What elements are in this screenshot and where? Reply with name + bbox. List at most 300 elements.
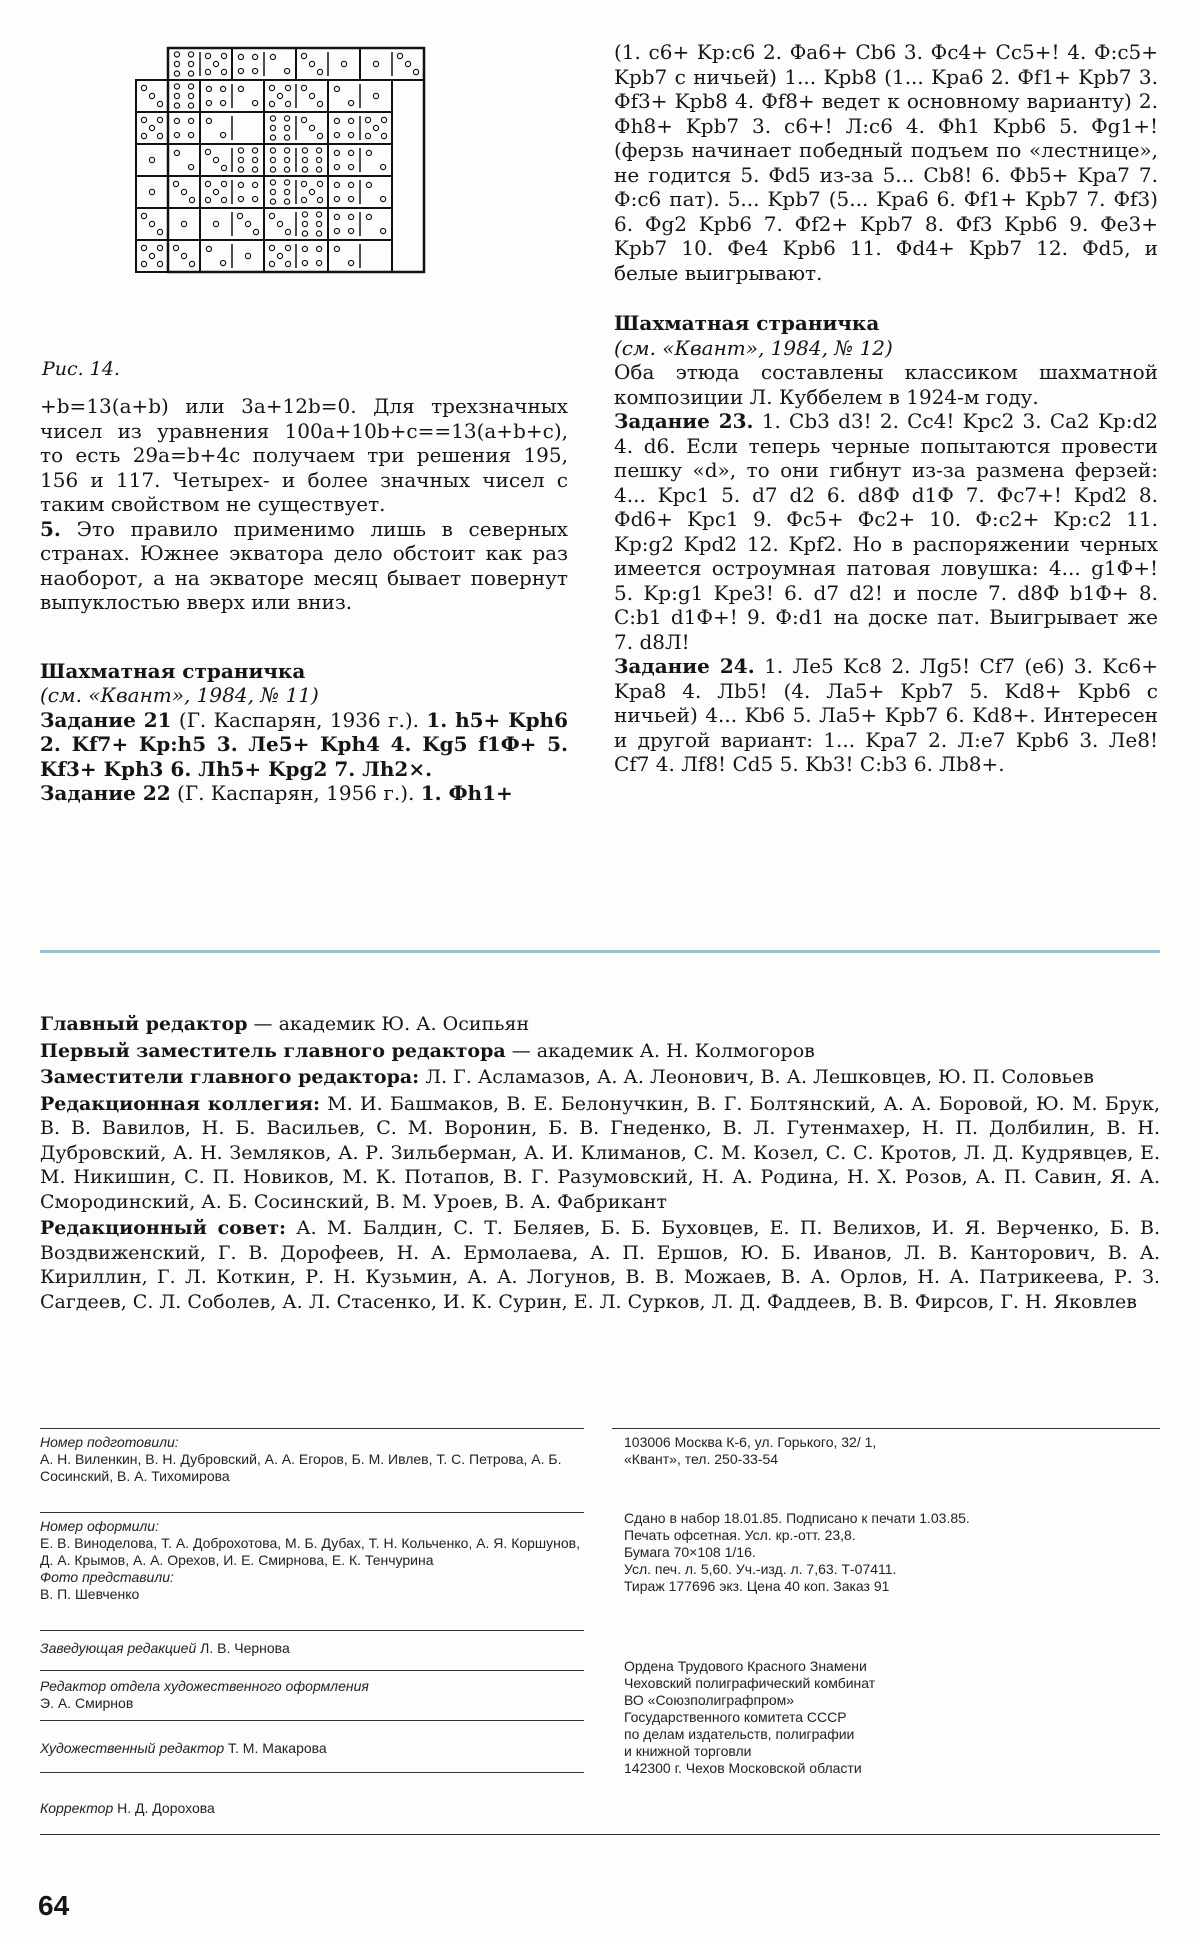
plant-line-6: и книжной торговли [624,1743,752,1759]
domino-pip [270,167,275,172]
domino-pip [285,261,290,266]
domino-pip [252,182,257,187]
domino-pip [380,164,385,169]
art-editor-label: Художественный редактор [40,1740,225,1756]
left-column [40,394,568,806]
domino-pip [253,229,258,234]
chess-ref-left: (см. «Квант», 1984, № 11) [40,683,319,707]
domino-pip [173,245,178,250]
domino-pip [302,167,307,172]
task-24-label: Задание 24. [614,654,755,678]
domino-tile [328,144,392,176]
domino-pip [316,148,321,153]
domino-pip [381,117,386,122]
domino-tile [200,176,264,208]
editorial-council [40,1216,1160,1314]
domino-pip [285,245,290,250]
domino-pip [284,116,289,121]
domino-pip [238,68,243,73]
domino-tile [360,48,424,80]
domino-pip [149,189,154,194]
plant-line-3: ВО «Союзполиграфпром» [624,1692,795,1708]
domino-pip [270,116,275,121]
domino-pip [309,125,314,130]
domino-pip [206,86,211,91]
domino-pip [157,261,162,266]
domino-pip [174,118,179,123]
domino-pip [188,71,193,76]
domino-pip [348,150,353,155]
figure-caption: Рис. 14. [42,358,120,380]
domino-pip [141,245,146,250]
plant-line-1: Ордена Трудового Красного Знамени [624,1658,867,1674]
domino-pip [405,61,410,66]
domino-pip [302,221,307,226]
domino-pip [173,181,178,186]
domino-tile [200,144,264,176]
domino-tile [264,80,328,112]
prepared-value: А. Н. Виленкин, В. Н. Дубровский, А. А. Егоров, Б. М. Ивлев, Т. С. Петрова, А. Б. Сосинский, В. А. Тихомирова [40,1451,562,1484]
domino-pip [317,101,322,106]
domino-pip [221,53,226,58]
imprint-top-line-right [612,1428,1160,1429]
imprint-designed [40,1518,580,1603]
domino-pip [366,214,371,219]
domino-pip [270,54,275,59]
domino-pip [348,260,353,265]
print-line-3: Бумага 70×108 1/16. [624,1544,756,1560]
art-editor-value: Т. М. Макарова [228,1740,327,1756]
domino-pip [317,133,322,138]
domino-pip [277,93,282,98]
domino-pip [206,118,211,123]
domino-pip [277,253,282,258]
domino-pip [348,164,353,169]
domino-pip [284,180,289,185]
domino-pip [213,61,218,66]
section-divider [40,950,1160,953]
domino-pip [157,229,162,234]
domino-pip [157,117,162,122]
domino-pip [373,61,378,66]
chess-intro: Оба этюда составлены классиком шахматной композиции Л. Куббелем в 1924-м году. [614,360,1158,409]
domino-tile [200,240,264,272]
print-line-2: Печать офсетная. Усл. кр.-отт. 23,8. [624,1527,856,1543]
domino-pip [238,148,243,153]
task-24-text: 1. Ле5 Kc8 2. Лg5! Cf7 (e6) 3. Kc6+ Kpa8 4. Лb5! (4. Лa5+ Kpb7 5. Kd8+ Kpb6 с ничьей) 4... Kb6 5. Лa5+ Kpb7 6. Kd8+. Интересен и другой вариант: 1... Kpa7 2. Л:e7 Kpb6 3. Ле8! Cf7 4. Лf8! Cd5 5. Kb3! C:b3 6. Лb8+. [614,654,1158,776]
domino-pip [270,189,275,194]
task-22-label: Задание 22 [40,781,171,805]
domino-tile [136,240,200,272]
imprint-sep-4 [40,1720,584,1721]
council-value: А. М. Балдин, С. Т. Беляев, Б. Б. Буховцев, Е. П. Велихов, И. Я. Верченко, Б. В. Воздвиженский, Г. В. Дорофеев, Н. А. Ермолаева, А. П. Ершов, Ю. Б. Иванов, Л. В. Канторович, В. А. Кириллин, Г. Л. Коткин, Р. Н. Кузьмин, А. А. Логунов, В. В. Можаев, В. А. Орлов, Н. А. Патрикеева, Р. З. Сагдеев, С. Л. Соболев, А. Л. Стасенко, И. К. Сурин, Е. Л. Сурков, Л. Д. Фаддеев, В. В. Фирсов, Г. Н. Яковлев [40,1217,1160,1313]
domino-pip [334,150,339,155]
domino-pip [238,196,243,201]
imprint-art-editor [40,1740,327,1757]
head-label: Заведующая редакцией [40,1640,197,1656]
task-23-label: Задание 23. [614,409,754,433]
domino-pip [174,61,179,66]
domino-pip [252,196,257,201]
domino-tile [264,240,328,272]
domino-pip [284,167,289,172]
domino-pip [284,125,289,130]
domino-pip [220,260,225,265]
imprint-address [624,1434,876,1468]
domino-pip [237,213,242,218]
domino-tile [136,144,200,176]
domino-pip [316,231,321,236]
domino-pip [348,182,353,187]
domino-pip [284,68,289,73]
photo-label: Фото представили: [40,1569,174,1585]
designed-value: Е. В. Виноделова, Т. А. Доброхотова, М. Б. Дубах, Т. Н. Кольченко, А. Я. Коршунов, Д. А. Крымов, А. А. Орехов, И. Е. Смирнова, Е. К. Тенчурина [40,1535,580,1568]
domino-pip [205,181,210,186]
designed-label: Номер оформили: [40,1518,159,1534]
domino-pip [252,68,257,73]
domino-pip [269,85,274,90]
domino-pip [334,182,339,187]
domino-pip [317,181,322,186]
domino-pip [174,150,179,155]
domino-pip [238,182,243,187]
domino-pip [301,85,306,90]
domino-pip [317,69,322,74]
editorial-board [40,1012,1160,1316]
print-line-4: Усл. печ. л. 5,60. Уч.-изд. л. 7,63. Т-07411. [624,1561,897,1577]
domino-pip [220,132,225,137]
answer-5-number: 5. [40,516,61,541]
task-23-text: 1. Cb3 d3! 2. Cc4! Kpc2 3. Ca2 Kp:d2 4. d6. Если теперь черные попытаются провести пешку «d», то они гибнут из-за размена ферзей: 4... Kpc1 5. d7 d2 6. d8Ф d1Ф 7. Фc7+! Kpd2 8. Фd6+ Kpc1 9. Фc5+ Фc2+ 10. Ф:c2+ Kp:c2 11. Kp:g2 Kpd2 12. Kpf2. Но в распоряжении черных имеется остроумная патовая ловушка: 4... g1Ф+! 5. Kp:g1 Kpe3! 6. d7 d2! и после 7. d8Ф b1Ф+ 8. C:b1 d1Ф+! 9. Ф:d1 на доске пат. Выигрывает же 7. d8Л! [614,409,1158,654]
domino-tile [168,48,232,80]
domino-pip [188,52,193,57]
domino-pip [157,245,162,250]
domino-tile [136,176,200,208]
domino-pip [334,118,339,123]
domino-pip [316,212,321,217]
head-value: Л. В. Чернова [200,1640,290,1656]
domino-tile [264,208,328,240]
first-deputy-value: — академик А. Н. Колмогоров [511,1039,815,1062]
domino-pip [188,103,193,108]
domino-pip [285,85,290,90]
editorial-board-members [40,1092,1160,1215]
board-label: Редакционная коллегия: [40,1092,320,1115]
domino-tile [328,176,392,208]
domino-pip [149,253,154,258]
domino-pip [189,197,194,202]
domino-pip [213,157,218,162]
domino-pip [365,133,370,138]
deputies [40,1065,1160,1090]
photo-value: В. П. Шевченко [40,1586,140,1602]
domino-grid [130,42,470,342]
domino-pip [302,231,307,236]
domino-pip [348,214,353,219]
address-line-2: «Квант», тел. 250-33-54 [624,1451,779,1467]
domino-pip [348,100,353,105]
domino-pip [205,197,210,202]
imprint-art-dept [40,1678,369,1712]
domino-pip [366,150,371,155]
first-deputy [40,1039,1160,1064]
domino-pip [149,125,154,130]
domino-pip [157,101,162,106]
domino-pip [316,260,321,265]
domino-tile [264,176,328,208]
domino-pip [252,148,257,153]
domino-pip [174,132,179,137]
domino-tile [328,208,392,240]
task-21 [40,708,568,782]
answer-5 [40,517,568,615]
plant-line-7: 142300 г. Чехов Московской области [624,1760,862,1776]
imprint-print-info [624,1510,970,1595]
domino-pip [205,149,210,154]
domino-pip [238,167,243,172]
domino-pip [188,61,193,66]
domino-pip [270,199,275,204]
domino-pip [221,197,226,202]
domino-pip [334,132,339,137]
domino-pip [301,181,306,186]
domino-pip [277,221,282,226]
domino-pip [348,228,353,233]
imprint-sep-5 [40,1772,584,1773]
domino-pip [334,246,339,251]
page-number: 64 [38,1890,70,1921]
chess-heading-left: Шахматная страничка [40,658,306,683]
task-21-author: (Г. Каспарян, 1936 г.). [178,707,420,732]
domino-pip [238,54,243,59]
domino-pip [284,135,289,140]
domino-pip [309,61,314,66]
domino-pip [269,101,274,106]
deputies-value: Л. Г. Асламазов, А. А. Леонович, В. А. Лешковцев, Ю. П. Соловьев [425,1066,1094,1088]
domino-pip [181,221,186,226]
domino-tile [328,240,392,272]
domino-pip [284,199,289,204]
task-22-moves: 1. Фh1+ [420,781,513,805]
domino-figure [130,42,470,342]
domino-pip [316,221,321,226]
domino-pip [252,54,257,59]
domino-pip [213,189,218,194]
domino-pip [174,71,179,76]
domino-pip [141,261,146,266]
domino-tile [200,208,264,240]
domino-pip [269,245,274,250]
board-value: М. И. Башмаков, В. Е. Белонучкин, В. Г. Болтянский, А. А. Боровой, Ю. М. Брук, В. В. Вавилов, Н. Б. Васильев, С. М. Воронин, Б. В. Гнеденко, В. Л. Гутенмахер, Н. П. Долбилин, В. Н. Дубровский, А. Н. Земляков, А. Р. Зильберман, А. И. Климанов, С. М. Козел, С. С. Кротов, Л. Д. Кудрявцев, Е. М. Никишин, С. П. Новиков, М. К. Потапов, В. Г. Разумовский, Н. А. Родина, Н. Х. Розов, А. П. Савин, Я. А. Смородинский, А. Б. Сосинский, В. М. Уроев, В. А. Фабрикант [40,1092,1160,1213]
domino-pip [348,132,353,137]
domino-tile [200,112,264,144]
domino-pip [301,197,306,202]
print-line-1: Сдано в набор 18.01.85. Подписано к печати 1.03.85. [624,1510,970,1526]
domino-pip [341,61,346,66]
domino-tile [328,112,392,144]
domino-pip [188,118,193,123]
imprint-bottom-line [40,1834,1160,1835]
domino-pip [397,53,402,58]
domino-tile [264,112,328,144]
deputies-label: Заместители главного редактора: [40,1066,420,1088]
domino-pip [334,214,339,219]
domino-pip [285,101,290,106]
domino-pip [284,189,289,194]
domino-pip [309,189,314,194]
domino-tile [264,144,328,176]
plant-line-2: Чеховский полиграфический комбинат [624,1675,876,1691]
domino-pip [380,228,385,233]
chief-editor-label: Главный редактор [40,1013,248,1035]
domino-tile [136,112,200,144]
prepared-label: Номер подготовили: [40,1434,179,1450]
domino-pip [149,157,154,162]
domino-pip [213,221,218,226]
task-23 [614,409,1158,654]
domino-pip [141,133,146,138]
domino-pip [157,133,162,138]
domino-pip [302,246,307,251]
domino-pip [181,253,186,258]
domino-pip [252,100,257,105]
imprint-sep-2 [40,1630,584,1631]
domino-pip [301,53,306,58]
right-column [614,40,1158,777]
proof-value: Н. Д. Дорохова [117,1800,215,1816]
plant-line-4: Государственного комитета СССР [624,1709,847,1725]
imprint-head [40,1640,290,1657]
domino-pip [365,117,370,122]
domino-pip [269,213,274,218]
domino-tile [328,80,392,112]
domino-pip [189,261,194,266]
domino-tile [296,48,360,80]
domino-pip [181,189,186,194]
domino-pip [205,69,210,74]
domino-pip [252,157,257,162]
domino-tile [200,80,264,112]
task-22-solution: (1. c6+ Kp:c6 2. Фa6+ Cb6 3. Фc4+ Cc5+! 4. Ф:c5+ Kpb7 с ничьей) 1... Kpb8 (1... Kpa6 2. Фf1+ Kpb7 3. Фf3+ Kpb8 4. Фf8+ ведет к основному варианту) 2. Фh8+ Kpb7 3. c6+! Л:c6 4. Фh1 Kpb6 5. Фg1+! (ферзь начинает победный подъем по «лестнице», не годится 5. Фd5 из-за 5... Cb8! 6. Фb5+ Kpa7 7. Ф:c6 пат). 5... Kpb7 (5... Kpa6 6. Фf1+ Kpb7 7. Фf3) 6. Фg2 Kpb6 7. Фf2+ Kpb7 8. Фf3 Kpb6 9. Фe3+ Kpb7 10. Фe4 Kpb6 11. Фd4+ Kpb7 12. Фd5, и белые выигрывают. [614,40,1158,285]
domino-pip [373,125,378,130]
domino-pip [316,167,321,172]
address-line-1: 103006 Москва К-6, ул. Горького, 32/ 1, [624,1434,877,1450]
task-21-label: Задание 21 [40,707,172,732]
first-deputy-label: Первый заместитель главного редактора [40,1039,506,1062]
domino-pip [348,196,353,201]
imprint-sep-3 [40,1670,584,1671]
domino-pip [316,246,321,251]
domino-pip [188,84,193,89]
domino-pip [238,157,243,162]
domino-pip [309,93,314,98]
domino-pip [174,84,179,89]
domino-pip [334,196,339,201]
domino-pip [284,157,289,162]
domino-pip [334,228,339,233]
domino-pip [188,93,193,98]
domino-pip [302,212,307,217]
domino-pip [141,85,146,90]
domino-tile [232,48,296,80]
proof-label: Корректор [40,1800,114,1816]
domino-pip [141,213,146,218]
domino-pip [252,167,257,172]
domino-pip [317,197,322,202]
domino-pip [334,164,339,169]
domino-pip [270,180,275,185]
domino-pip [149,221,154,226]
chess-heading-right: Шахматная страничка [614,311,880,335]
domino-pip [206,100,211,105]
domino-pip [206,246,211,251]
domino-pip [302,148,307,153]
imprint-sep-1 [40,1512,584,1513]
domino-pip [284,148,289,153]
art-dept-label: Редактор отдела художественного оформления [40,1678,369,1694]
domino-pip [270,135,275,140]
domino-pip [174,93,179,98]
task-22 [40,781,568,806]
imprint-printing-plant [624,1658,875,1777]
domino-pip [381,133,386,138]
plant-line-5: по делам издательств, полиграфии [624,1726,855,1742]
domino-pip [373,93,378,98]
domino-pip [221,165,226,170]
print-line-5: Тираж 177696 экз. Цена 40 коп. Заказ 91 [624,1578,890,1594]
domino-pip [270,148,275,153]
domino-pip [334,86,339,91]
domino-tile [136,80,200,112]
task-24 [614,654,1158,777]
domino-pip [174,52,179,57]
domino-pip [301,117,306,122]
domino-pip [245,253,250,258]
domino-pip [238,86,243,91]
domino-pip [221,69,226,74]
domino-pip [366,182,371,187]
imprint-proof [40,1800,215,1817]
imprint-prepared [40,1434,580,1485]
domino-pip [270,125,275,130]
domino-tile [136,208,200,240]
chief-editor-value: — академик Ю. А. Осипьян [253,1013,530,1035]
equation-paragraph: +b=13(a+b) или 3a+12b=0. Для трехзначных чисел из уравнения 100a+10b+c==13(a+b+c), то есть 29a=b+4c получаем три решения 195, 156 и 117. Четырех- и более значных чисел с таким свойством не существует. [40,394,568,516]
domino-pip [413,69,418,74]
domino-pip [221,181,226,186]
domino-pip [269,261,274,266]
domino-pip [149,93,154,98]
art-dept-value: Э. А. Смирнов [40,1695,134,1711]
domino-pip [220,86,225,91]
chief-editor [40,1012,1160,1037]
domino-pip [220,100,225,105]
domino-pip [316,157,321,162]
domino-pip [188,132,193,137]
domino-pip [285,229,290,234]
domino-pip [205,53,210,58]
council-label: Редакционный совет: [40,1217,286,1239]
domino-pip [270,157,275,162]
domino-pip [174,103,179,108]
domino-pip [302,260,307,265]
domino-pip [380,196,385,201]
answer-5-text: Это правило применимо лишь в северных странах. Южнее экватора дело обстоит как раз наоборот, а на экваторе месяц бывает повернут выпуклостью вверх или вниз. [40,516,569,614]
imprint-top-line-left [40,1428,584,1429]
domino-pip [348,118,353,123]
task-21-moves: 1. h5+ Kph6 2. Kf7+ Kp:h5 3. Ле5+ Kph4 4. Kg5 f1Ф+ 5. Kf3+ Kph3 6. Лh5+ Kpg2 7. Лh2×. [40,707,569,781]
domino-pip [302,157,307,162]
